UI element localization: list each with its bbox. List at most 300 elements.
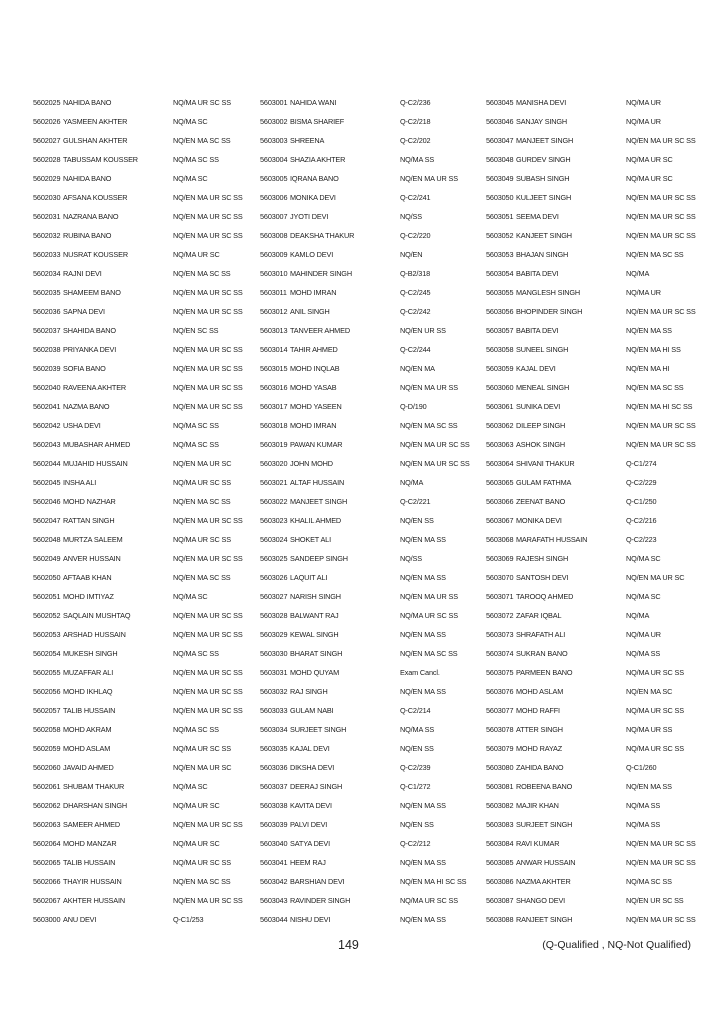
result-status: NQ/EN: [400, 250, 423, 259]
roll-number: 5602042: [33, 421, 61, 430]
table-row: [486, 853, 711, 872]
result-status: NQ/EN MA: [400, 364, 435, 373]
candidate-name: SHANGO DEVI: [516, 896, 566, 905]
roll-number: 5602028: [33, 155, 61, 164]
candidate-name: LAQUIT ALI: [290, 573, 328, 582]
candidate-name: NISHU DEVI: [290, 915, 331, 924]
table-row: [33, 454, 258, 473]
result-status: NQ/MA UR: [626, 98, 661, 107]
result-status: NQ/MA: [626, 269, 650, 278]
table-row: [486, 492, 711, 511]
table-row: [33, 777, 258, 796]
candidate-name: MOHD ASLAM: [516, 687, 564, 696]
roll-number: 5603027: [260, 592, 288, 601]
candidate-name: BISMA SHARIEF: [290, 117, 345, 126]
table-row: [486, 112, 711, 131]
results-column-3: [486, 93, 711, 929]
roll-number: 5603075: [486, 668, 514, 677]
result-status: Q-C2/223: [626, 535, 657, 544]
roll-number: 5603011: [260, 288, 287, 297]
result-status: NQ/MA SS: [400, 155, 435, 164]
table-row: [33, 739, 258, 758]
table-row: [260, 663, 485, 682]
candidate-name: SUBASH SINGH: [516, 174, 570, 183]
table-row: [33, 891, 258, 910]
roll-number: 5602063: [33, 820, 61, 829]
roll-number: 5603032: [260, 687, 288, 696]
result-status: NQ/MA SC SS: [173, 440, 219, 449]
roll-number: 5603060: [486, 383, 514, 392]
candidate-name: GURDEV SINGH: [516, 155, 571, 164]
table-row: [486, 606, 711, 625]
result-status: NQ/EN MA HI SC SS: [400, 877, 467, 886]
roll-number: 5603017: [260, 402, 288, 411]
roll-number: 5602048: [33, 535, 61, 544]
table-row: [260, 853, 485, 872]
candidate-name: MENEAL SINGH: [516, 383, 570, 392]
table-row: [33, 321, 258, 340]
roll-number: 5603013: [260, 326, 288, 335]
result-status: NQ/MA SC SS: [626, 877, 672, 886]
table-row: [33, 511, 258, 530]
roll-number: 5603064: [486, 459, 514, 468]
candidate-name: ZEENAT BANO: [516, 497, 566, 506]
roll-number: 5603039: [260, 820, 288, 829]
result-status: NQ/MA UR SC SS: [400, 611, 458, 620]
result-status: NQ/MA: [400, 478, 424, 487]
page-footer: [0, 934, 724, 958]
table-row: [33, 530, 258, 549]
candidate-name: PALVI DEVI: [290, 820, 328, 829]
table-row: [33, 663, 258, 682]
table-row: [33, 226, 258, 245]
table-row: [33, 910, 258, 929]
candidate-name: MOHD NAZHAR: [63, 497, 116, 506]
candidate-name: THAYIR HUSSAIN: [63, 877, 122, 886]
table-row: [33, 625, 258, 644]
candidate-name: SEEMA DEVI: [516, 212, 559, 221]
result-status: Q-C1/274: [626, 459, 657, 468]
result-status: NQ/EN MA HI SS: [626, 345, 681, 354]
result-status: NQ/EN MA SC SS: [173, 136, 231, 145]
result-status: NQ/EN MA HI: [626, 364, 670, 373]
roll-number: 5602027: [33, 136, 61, 145]
table-row: [260, 207, 485, 226]
candidate-name: INSHA ALI: [63, 478, 97, 487]
table-row: [260, 549, 485, 568]
result-status: NQ/EN MA UR SC SS: [626, 307, 696, 316]
table-row: [486, 587, 711, 606]
table-row: [33, 150, 258, 169]
table-row: [486, 777, 711, 796]
result-status: NQ/EN MA SS: [400, 858, 446, 867]
roll-number: 5603085: [486, 858, 514, 867]
roll-number: 5602044: [33, 459, 61, 468]
table-row: [33, 283, 258, 302]
result-status: NQ/EN MA UR SC SS: [626, 212, 696, 221]
candidate-name: RATTAN SINGH: [63, 516, 115, 525]
roll-number: 5602026: [33, 117, 61, 126]
result-status: NQ/EN MA UR SS: [400, 592, 458, 601]
roll-number: 5602038: [33, 345, 61, 354]
table-row: [486, 720, 711, 739]
results-column-2: [260, 93, 485, 929]
result-status: NQ/MA UR SC SS: [626, 668, 684, 677]
table-row: [486, 283, 711, 302]
candidate-name: BABITA DEVI: [516, 269, 559, 278]
roll-number: 5603078: [486, 725, 514, 734]
roll-number: 5603033: [260, 706, 288, 715]
table-row: [33, 606, 258, 625]
candidate-name: TALIB HUSSAIN: [63, 858, 116, 867]
candidate-name: KAJAL DEVI: [516, 364, 556, 373]
table-row: [486, 796, 711, 815]
result-status: Q-C2/245: [400, 288, 431, 297]
table-row: [486, 891, 711, 910]
roll-number: 5602052: [33, 611, 61, 620]
result-status: NQ/EN MA SC SS: [173, 269, 231, 278]
result-status: NQ/EN MA UR SC: [173, 763, 232, 772]
candidate-name: SHIVANI THAKUR: [516, 459, 575, 468]
roll-number: 5602025: [33, 98, 61, 107]
roll-number: 5603072: [486, 611, 514, 620]
roll-number: 5603007: [260, 212, 288, 221]
table-row: [33, 644, 258, 663]
result-status: Q-C2/242: [400, 307, 431, 316]
roll-number: 5602065: [33, 858, 61, 867]
table-row: [486, 454, 711, 473]
roll-number: 5603030: [260, 649, 288, 658]
result-status: NQ/EN MA UR SC SS: [173, 307, 243, 316]
result-status: NQ/MA SC SS: [173, 649, 219, 658]
result-status: NQ/EN MA UR SC SS: [626, 193, 696, 202]
table-row: [486, 568, 711, 587]
table-row: [260, 910, 485, 929]
candidate-name: MANGLESH SINGH: [516, 288, 580, 297]
candidate-name: BHAJAN SINGH: [516, 250, 569, 259]
candidate-name: RANJEET SINGH: [516, 915, 573, 924]
candidate-name: ANIL SINGH: [290, 307, 330, 316]
result-status: NQ/MA UR SC SS: [173, 535, 231, 544]
result-status: NQ/EN MA UR SC: [173, 459, 232, 468]
table-row: [486, 188, 711, 207]
result-status: NQ/EN MA UR SS: [400, 174, 458, 183]
result-status: NQ/MA SC SS: [173, 155, 219, 164]
table-row: [486, 150, 711, 169]
table-row: [33, 853, 258, 872]
result-status: NQ/EN MA SC SS: [173, 573, 231, 582]
candidate-name: MOHD YASAB: [290, 383, 337, 392]
table-row: [33, 701, 258, 720]
table-row: [486, 321, 711, 340]
candidate-name: GULSHAN AKHTER: [63, 136, 128, 145]
roll-number: 5603088: [486, 915, 514, 924]
result-status: NQ/EN MA UR SC SS: [173, 516, 243, 525]
table-row: [260, 587, 485, 606]
candidate-name: SAMEER AHMED: [63, 820, 120, 829]
result-status: NQ/SS: [400, 212, 422, 221]
roll-number: 5602041: [33, 402, 61, 411]
roll-number: 5603047: [486, 136, 514, 145]
candidate-name: AFSANA KOUSSER: [63, 193, 128, 202]
roll-number: 5602045: [33, 478, 61, 487]
candidate-name: YASMEEN AKHTER: [63, 117, 128, 126]
table-row: [260, 739, 485, 758]
result-status: NQ/MA SS: [626, 649, 661, 658]
candidate-name: MARAFATH HUSSAIN: [516, 535, 588, 544]
roll-number: 5603049: [486, 174, 514, 183]
result-status: NQ/MA UR SC SS: [173, 478, 231, 487]
candidate-name: MONIKA DEVI: [516, 516, 562, 525]
candidate-name: SHREENA: [290, 136, 325, 145]
roll-number: 5603043: [260, 896, 288, 905]
table-row: [486, 473, 711, 492]
roll-number: 5603073: [486, 630, 514, 639]
roll-number: 5603050: [486, 193, 514, 202]
table-row: [33, 207, 258, 226]
table-row: [33, 169, 258, 188]
candidate-name: RAJNI DEVI: [63, 269, 102, 278]
result-status: NQ/EN MA UR SC SS: [173, 896, 243, 905]
result-status: NQ/EN MA UR SC SS: [173, 364, 243, 373]
result-status: NQ/MA UR SC: [626, 155, 673, 164]
result-status: Q-C1/260: [626, 763, 657, 772]
candidate-name: GULAM FATHMA: [516, 478, 572, 487]
candidate-name: NARISH SINGH: [290, 592, 341, 601]
candidate-name: IQRANA BANO: [290, 174, 339, 183]
table-row: [260, 245, 485, 264]
table-row: [486, 378, 711, 397]
candidate-name: MOHD RAFFI: [516, 706, 560, 715]
roll-number: 5603014: [260, 345, 288, 354]
roll-number: 5602061: [33, 782, 61, 791]
result-status: NQ/EN MA UR SC SS: [173, 554, 243, 563]
candidate-name: KAVITA DEVI: [290, 801, 332, 810]
result-status: Q-C2/202: [400, 136, 431, 145]
candidate-name: TALIB HUSSAIN: [63, 706, 116, 715]
table-row: [260, 150, 485, 169]
roll-number: 5603061: [486, 402, 514, 411]
result-status: NQ/EN MA UR SS: [400, 383, 458, 392]
table-row: [260, 226, 485, 245]
candidate-name: PRIYANKA DEVI: [63, 345, 117, 354]
table-row: [486, 511, 711, 530]
result-status: NQ/EN MA UR SC SS: [626, 231, 696, 240]
result-status: NQ/EN MA SC SS: [400, 649, 458, 658]
roll-number: 5603084: [486, 839, 514, 848]
table-row: [260, 644, 485, 663]
result-status: NQ/EN MA SS: [400, 630, 446, 639]
table-row: [486, 663, 711, 682]
result-status: NQ/MA SC SS: [173, 421, 219, 430]
table-row: [486, 302, 711, 321]
roll-number: 5603079: [486, 744, 514, 753]
result-status: Q-C2/216: [626, 516, 657, 525]
candidate-name: MUKESH SINGH: [63, 649, 118, 658]
roll-number: 5603020: [260, 459, 288, 468]
result-status: NQ/EN MA UR SC SS: [626, 858, 696, 867]
table-row: [260, 397, 485, 416]
result-status: NQ/MA: [626, 611, 650, 620]
table-row: [260, 511, 485, 530]
roll-number: 5603021: [260, 478, 288, 487]
result-status: NQ/EN MA UR SC SS: [400, 440, 470, 449]
candidate-name: SUNEEL SINGH: [516, 345, 569, 354]
result-status: NQ/EN MA SS: [400, 801, 446, 810]
result-status: NQ/MA SC: [626, 554, 661, 563]
candidate-name: ATTER SINGH: [516, 725, 563, 734]
table-row: [260, 169, 485, 188]
candidate-name: SOFIA BANO: [63, 364, 106, 373]
roll-number: 5602032: [33, 231, 61, 240]
candidate-name: JAVAID AHMED: [63, 763, 114, 772]
result-status: NQ/EN SC SS: [173, 326, 219, 335]
roll-number: 5602029: [33, 174, 61, 183]
table-row: [486, 359, 711, 378]
candidate-name: PAWAN KUMAR: [290, 440, 343, 449]
table-row: [486, 435, 711, 454]
result-status: NQ/MA UR SC SS: [626, 706, 684, 715]
result-status: NQ/EN MA UR SC SS: [400, 459, 470, 468]
roll-number: 5603052: [486, 231, 514, 240]
result-status: NQ/MA SC: [626, 592, 661, 601]
result-status: NQ/EN MA UR SC SS: [173, 231, 243, 240]
candidate-name: RUBINA BANO: [63, 231, 112, 240]
table-row: [260, 188, 485, 207]
candidate-name: ANVER HUSSAIN: [63, 554, 121, 563]
roll-number: 5603005: [260, 174, 288, 183]
table-row: [33, 872, 258, 891]
table-row: [486, 416, 711, 435]
table-row: [486, 910, 711, 929]
table-row: [486, 701, 711, 720]
roll-number: 5603042: [260, 877, 288, 886]
table-row: [486, 245, 711, 264]
table-row: [260, 625, 485, 644]
table-row: [33, 435, 258, 454]
candidate-name: ANWAR HUSSAIN: [516, 858, 576, 867]
candidate-name: SUKRAN BANO: [516, 649, 568, 658]
candidate-name: DIKSHA DEVI: [290, 763, 335, 772]
candidate-name: MOHD MANZAR: [63, 839, 117, 848]
roll-number: 5603080: [486, 763, 514, 772]
result-status: NQ/EN MA SC SS: [173, 497, 231, 506]
candidate-name: USHA DEVI: [63, 421, 101, 430]
roll-number: 5603055: [486, 288, 514, 297]
result-status: Q-C2/244: [400, 345, 431, 354]
table-row: [260, 834, 485, 853]
candidate-name: BABITA DEVI: [516, 326, 559, 335]
candidate-name: RAVEENA AKHTER: [63, 383, 127, 392]
table-row: [260, 606, 485, 625]
result-status: NQ/MA UR SC: [173, 839, 220, 848]
candidate-name: AFTAAB KHAN: [63, 573, 112, 582]
candidate-name: BHOPINDER SINGH: [516, 307, 583, 316]
roll-number: 5603054: [486, 269, 514, 278]
roll-number: 5603070: [486, 573, 514, 582]
roll-number: 5602031: [33, 212, 61, 221]
table-row: [486, 872, 711, 891]
candidate-name: MOHD QUYAM: [290, 668, 340, 677]
result-status: NQ/EN MA UR SC SS: [173, 668, 243, 677]
candidate-name: SAPNA DEVI: [63, 307, 105, 316]
roll-number: 5602059: [33, 744, 61, 753]
roll-number: 5603002: [260, 117, 288, 126]
table-row: [486, 169, 711, 188]
roll-number: 5603006: [260, 193, 288, 202]
roll-number: 5603082: [486, 801, 514, 810]
result-status: NQ/MA SS: [626, 820, 661, 829]
candidate-name: NAZMA BANO: [63, 402, 110, 411]
candidate-name: MURTZA SALEEM: [63, 535, 123, 544]
candidate-name: TANVEER AHMED: [290, 326, 350, 335]
result-status: Q-C2/220: [400, 231, 431, 240]
roll-number: 5603062: [486, 421, 514, 430]
roll-number: 5603022: [260, 497, 288, 506]
candidate-name: SHAZIA AKHTER: [290, 155, 346, 164]
table-row: [33, 682, 258, 701]
roll-number: 5603019: [260, 440, 288, 449]
roll-number: 5602050: [33, 573, 61, 582]
roll-number: 5603026: [260, 573, 288, 582]
result-status: NQ/EN MA SC SS: [400, 421, 458, 430]
result-status: NQ/MA UR SC: [173, 250, 220, 259]
roll-number: 5603012: [260, 307, 288, 316]
result-status: NQ/EN MA UR SC SS: [173, 611, 243, 620]
roll-number: 5603059: [486, 364, 514, 373]
result-status: NQ/EN MA UR SC SS: [173, 212, 243, 221]
table-row: [260, 891, 485, 910]
candidate-name: SATYA DEVI: [290, 839, 330, 848]
candidate-name: MOHD YASEEN: [290, 402, 342, 411]
candidate-name: RAVI KUMAR: [516, 839, 560, 848]
table-row: [33, 359, 258, 378]
roll-number: 5602030: [33, 193, 61, 202]
candidate-name: ZAHIDA BANO: [516, 763, 564, 772]
roll-number: 5603041: [260, 858, 288, 867]
roll-number: 5603069: [486, 554, 514, 563]
candidate-name: ROBEENA BANO: [516, 782, 573, 791]
result-status: NQ/EN MA SC SS: [173, 877, 231, 886]
roll-number: 5603038: [260, 801, 288, 810]
table-row: [486, 397, 711, 416]
candidate-name: SURJEET SINGH: [290, 725, 347, 734]
table-row: [33, 416, 258, 435]
result-status: NQ/MA UR SC SS: [173, 858, 231, 867]
result-status: NQ/MA UR SC: [173, 801, 220, 810]
candidate-name: MANISHA DEVI: [516, 98, 567, 107]
roll-number: 5603058: [486, 345, 514, 354]
candidate-name: BARSHIAN DEVI: [290, 877, 345, 886]
roll-number: 5603008: [260, 231, 288, 240]
roll-number: 5602062: [33, 801, 61, 810]
candidate-name: ANU DEVI: [63, 915, 97, 924]
result-status: NQ/EN MA SS: [626, 782, 672, 791]
result-status: NQ/EN MA UR SC SS: [626, 915, 696, 924]
result-status: NQ/EN MA SS: [400, 915, 446, 924]
roll-number: 5603016: [260, 383, 288, 392]
page-number: 149: [338, 938, 359, 952]
candidate-name: GULAM NABI: [290, 706, 334, 715]
table-row: [486, 644, 711, 663]
result-status: Exam Cancl.: [400, 668, 440, 677]
table-row: [260, 454, 485, 473]
roll-number: 5603053: [486, 250, 514, 259]
candidate-name: TAROOQ AHMED: [516, 592, 574, 601]
result-status: NQ/EN UR SS: [400, 326, 446, 335]
candidate-name: RAJESH SINGH: [516, 554, 569, 563]
candidate-name: SHUBAM THAKUR: [63, 782, 125, 791]
